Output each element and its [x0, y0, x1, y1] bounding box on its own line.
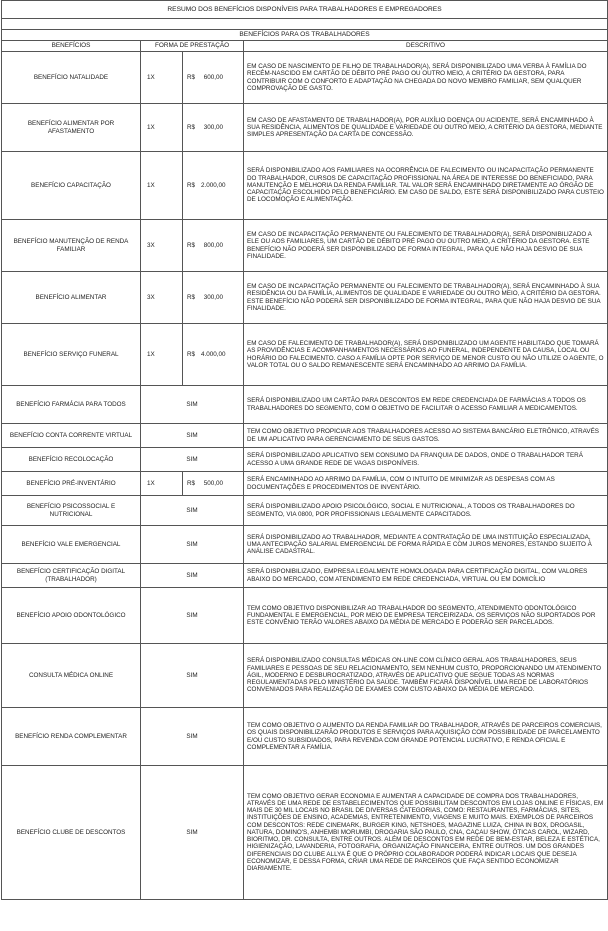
benefit-name: BENEFÍCIO MANUTENÇÃO DE RENDA FAMILIAR: [2, 220, 141, 272]
benefit-amount: 800,00: [203, 241, 223, 249]
benefit-value: [183, 152, 244, 220]
benefit-description: SERÁ DISPONIBILIZADO APLICATIVO SEM CONSUMO DA FRANQUIA DE DADOS, ONDE O TRABALHADOR TERÁ ACESSO A UMA GRANDE REDE DE VAGAS DISPONÍVEIS.: [244, 448, 608, 472]
benefit-description: SERÁ DISPONIBILIZADO AOS FAMILIARES NA OCORRÊNCIA DE FALECIMENTO OU INCAPACITAÇÃO PERMANENTE DO TRABALHADOR, CURSOS DE CAPACITAÇÃO PROFISSIONAL NA ÁREA DE INTERESSE DO BENEFICIADO, PARA MANUTENÇÃO E MELHORIA DA RENDA FAMILIAR. TAL VALOR SERÁ ENCAMINHADO DIRETAMENTE AO ÓRGÃO DE CAPACITAÇÃO ESCOLHIDO PELO BENEFICIÁRIO. EM CASO DE SALDO, ESTE SERÁ DISPONIBILIZADO PARA CUSTEIO DE LOCOMOÇÃO E ALIMENTAÇÃO.: [244, 152, 608, 220]
benefit-description: EM CASO DE NASCIMENTO DE FILHO DE TRABALHADOR(A), SERÁ DISPONIBILIZADO UMA VERBA À FAMÍLIA DO RECÉM-NASCIDO EM CARTÃO DE DÉBITO PRÉ PAGO OU OUTRO MEIO, A CRITÉRIO DA GESTORA, PARA CONTRIBUIR COM O CONFORTO E ADAPTAÇÃO NA CHEGADA DO NOVO MEMBRO FAMILIAR, SEM QUALQUER COMPROVAÇÃO DE GASTO.: [244, 52, 608, 104]
table-row: [2, 588, 608, 644]
benefit-name: BENEFÍCIO FARMÁCIA PARA TODOS: [2, 386, 141, 424]
currency-symbol: R$: [187, 181, 196, 189]
table-row: [2, 52, 608, 104]
benefit-description: TEM COMO OBJETIVO GERAR ECONOMIA E AUMENTAR A CAPACIDADE DE COMPRA DOS TRABALHADORES, ATRAVÉS DE UMA REDE DE ESTABELECIMENTOS QUE POSSIBILITAM DESCONTOS EM LOJAS ONLINE E FÍSICAS, EM MAIS DE 30 MIL LOCAIS NO BRASIL DE DIVERSAS CATEGORIAS, COMO: RESTAURANTES, FARMÁCIAS, SITES, INSTITUIÇÕES DE ENSINO, ACADEMIAS, ENTRETENIMENTO, VIAGENS E MUITO MAIS. EXEMPLOS DE PARCEIROS COM DESCONTOS: REDE CINEMARK, BURGER KING, NETSHOES, MAGAZINE LUIZA, CHINA IN BOX, DROGASIL, NATURA, DOMINO'S, ANHEMBI MORUMBI, DROGARIA SÃO PAULO, CNA, CAÇAU SHOW, ÓTICAS CAROL, WIZARD, BIORITMO, DR. CONSULTA, ENTRE OUTROS. ALÉM DE DESCONTOS EM REDE DE BEM-ESTAR, BELEZA E ESTÉTICA, HIGIENIZAÇÃO, LAVANDERIA, FOTOGRAFIA, ORGANIZAÇÃO FINANCEIRA, ENTRE OUTROS. UM DOS GRANDES DIFERENCIAIS DO CLUBE ALLYA É QUE O PRÓPRIO COLABORADOR PODERÁ INDICAR LOCAIS QUE DESEJA ECONOMIZAR, E DESSA FORMA, CRIAR UMA REDE DE PARCEIROS QUE FAÇA SENTIDO ECONOMIZAR DIARIAMENTE.: [244, 766, 608, 900]
benefit-name: BENEFÍCIO APOIO ODONTOLÓGICO: [2, 588, 141, 644]
table-row: [2, 564, 608, 588]
benefit-name: BENEFÍCIO RECOLOCAÇÃO: [2, 448, 141, 472]
benefit-amount: 600,00: [203, 73, 223, 81]
benefit-name: BENEFÍCIO RENDA COMPLEMENTAR: [2, 708, 141, 766]
currency-symbol: R$: [187, 123, 196, 131]
benefit-description: EM CASO DE FALECIMENTO DE TRABALHADOR(A), SERÁ DISPONIBILIZADO UM AGENTE HABILITADO QUE TOMARÁ AS PROVIDÊNCIAS E ACOMPANHAMENTOS NECESSÁRIOS AO FUNERAL, INDEPENDENTE DA CAUSA, LOCAL OU HORÁRIO DO FALECIMENTO. CASO A FAMÍLIA OPTE POR SERVIÇO DE MENOR CUSTO OU NÃO UTILIZE O AGENTE, O VALOR TOTAL OU O SALDO REMANESCENTE SERÁ ENCAMINHADO AO ARRIMO DA FAMÍLIA.: [244, 324, 608, 386]
benefit-description: SERÁ ENCAMINHADO AO ARRIMO DA FAMÍLIA, COM O INTUITO DE MINIMIZAR AS DESPESAS COM AS DOCUMENTAÇÕES E PROCEDIMENTOS DE INVENTÁRIO.: [244, 472, 608, 496]
benefit-description: TEM COMO OBJETIVO PROPICIAR AOS TRABALHADORES ACESSO AO SISTEMA BANCÁRIO ELETRÔNICO, ATRAVÉS DE UM APLICATIVO PARA GERENCIAMENTO DE SEUS GASTOS.: [244, 424, 608, 448]
benefit-value: [183, 324, 244, 386]
benefit-name: BENEFÍCIO SERVIÇO FUNERAL: [2, 324, 141, 386]
currency-symbol: R$: [187, 241, 196, 249]
benefit-quantity: 3X: [141, 272, 183, 324]
benefit-quantity: 1X: [141, 324, 183, 386]
table-row: [2, 496, 608, 526]
benefit-name: BENEFÍCIO CAPACITAÇÃO: [2, 152, 141, 220]
benefit-forma: SIM: [141, 424, 244, 448]
benefit-quantity: 1X: [141, 104, 183, 152]
table-row: [2, 448, 608, 472]
benefit-forma: SIM: [141, 386, 244, 424]
benefit-forma: SIM: [141, 588, 244, 644]
table-row: [2, 324, 608, 386]
benefit-description: SERÁ DISPONIBILIZADO APOIO PSICOLÓGICO, SOCIAL E NUTRICIONAL, A TODOS OS TRABALHADORES DO SEGMENTO, VIA 0800, POR PROFISSIONAIS LEGALMENTE CAPACITADOS.: [244, 496, 608, 526]
section-title: BENEFÍCIOS PARA OS TRABALHADORES: [2, 30, 608, 41]
benefit-description: TEM COMO OBJETIVO O AUMENTO DA RENDA FAMILIAR DO TRABALHADOR, ATRAVÉS DE PARCEIROS COMERCIAIS, OS QUAIS DISPONIBILIZARÃO PRODUTOS E SERVIÇOS PARA AQUISIÇÃO COM POSSIBILIDADE DE PARCELAMENTO E/OU CUSTO SUBSIDIADOS, PARA REVENDA COM GRANDE POTENCIAL LUCRATIVO, E RENDA OFICIAL E COMPLEMENTAR A FAMÍLIA.: [244, 708, 608, 766]
benefit-name: BENEFÍCIO NATALIDADE: [2, 52, 141, 104]
benefit-value: [183, 104, 244, 152]
benefit-description: SERÁ DISPONIBILIZADO CONSULTAS MÉDICAS ON-LINE COM CLÍNICO GERAL AOS TRABALHADORES, SEUS FAMILIARES E PESSOAS DE SEU RELACIONAMENTO, SEM NENHUM CUSTO, PROPORCIONANDO UM ATENDIMENTO ÁGIL, MODERNO E DESBUROCRATIZADO, ATRAVÉS DE APLICATIVO QUE SEGUE TODAS AS NORMAS REGULAMENTADAS PELO MINISTÉRIO DA SAÚDE. TAMBÉM FICARÁ DISPONÍVEL UMA REDE DE LABORATÓRIOS CONVENIADOS PARA REALIZAÇÃO DE EXAMES COM CUSTO ABAIXO DA MÉDIA DE MERCADO.: [244, 644, 608, 708]
benefit-amount: 300,00: [203, 293, 223, 301]
benefit-quantity: 1X: [141, 472, 183, 496]
benefit-value: [183, 472, 244, 496]
benefit-value: [183, 272, 244, 324]
col-header-forma: FORMA DE PRESTAÇÃO: [141, 41, 244, 52]
currency-symbol: R$: [187, 350, 196, 358]
benefit-amount: 4.000,00: [201, 350, 226, 358]
table-row: [2, 220, 608, 272]
benefit-name: BENEFÍCIO CLUBE DE DESCONTOS: [2, 766, 141, 900]
benefits-table: [1, 0, 608, 900]
benefit-name: CONSULTA MÉDICA ONLINE: [2, 644, 141, 708]
col-header-descritivo: DESCRITIVO: [244, 41, 608, 52]
benefit-forma: SIM: [141, 564, 244, 588]
table-row: [2, 104, 608, 152]
benefit-description: SERÁ DISPONIBILIZADO UM CARTÃO PARA DESCONTOS EM REDE CREDENCIADA DE FARMÁCIAS A TODOS OS TRABALHADORES DO SEGMENTO, COM O OBJETIVO DE FACILITAR O ACESSO FAMILIAR A MEDICAMENTOS.: [244, 386, 608, 424]
benefit-description: TEM COMO OBJETIVO DISPONIBILIZAR AO TRABALHADOR DO SEGMENTO, ATENDIMENTO ODONTOLÓGICO FUNDAMENTAL E EMERGENCIAL, POR MEIO DE EMPRESA TERCEIRIZADA. OS SERVIÇOS NÃO SUPORTADOS POR ESTE CONVÊNIO TERÃO VALORES ABAIXO DA MÉDIA DE MERCADO E PODERÃO SER PARCELADOS.: [244, 588, 608, 644]
table-row: [2, 644, 608, 708]
benefit-forma: SIM: [141, 496, 244, 526]
benefit-quantity: 3X: [141, 220, 183, 272]
benefit-quantity: 1X: [141, 152, 183, 220]
table-row: [2, 472, 608, 496]
benefit-forma: SIM: [141, 644, 244, 708]
benefit-name: BENEFÍCIO ALIMENTAR POR AFASTAMENTO: [2, 104, 141, 152]
benefit-forma: SIM: [141, 448, 244, 472]
benefit-name: BENEFÍCIO PRÉ-INVENTÁRIO: [2, 472, 141, 496]
benefit-name: BENEFÍCIO PSICOSSOCIAL E NUTRICIONAL: [2, 496, 141, 526]
benefit-forma: SIM: [141, 766, 244, 900]
benefit-amount: 500,00: [203, 479, 223, 487]
col-header-beneficio: BENEFÍCIOS: [2, 41, 141, 52]
benefit-name: BENEFÍCIO CONTA CORRENTE VIRTUAL: [2, 424, 141, 448]
currency-symbol: R$: [187, 73, 196, 81]
table-row: [2, 766, 608, 900]
benefit-amount: 300,00: [203, 123, 223, 131]
benefit-quantity: 1X: [141, 52, 183, 104]
benefit-description: EM CASO DE INCAPACITAÇÃO PERMANENTE OU FALECIMENTO DE TRABALHADOR(A), SERÁ DISPONIBILIZADO A ELE OU AOS FAMILIARES, UM CARTÃO DE DÉBITO PRÉ PAGO OU OUTRO MEIO, A CRITÉRIO DA GESTORA. ESTE BENEFÍCIO NÃO PODERÁ SER DISPONIBILIZADO DE FORMA INTEGRAL, PARA QUE NÃO HAJA DESVIO DE SUA FINALIDADE.: [244, 220, 608, 272]
currency-symbol: R$: [187, 293, 196, 301]
benefit-name: BENEFÍCIO CERTIFICAÇÃO DIGITAL (TRABALHADOR): [2, 564, 141, 588]
benefit-description: EM CASO DE INCAPACITAÇÃO PERMANENTE OU FALECIMENTO DE TRABALHADOR(A), SERÁ ENCAMINHADO À SUA RESIDÊNCIA OU DA FAMÍLIA, ALIMENTOS DE QUALIDADE E VARIEDADE OU OUTRO MEIO, A CRITÉRIO DA GESTORA. ESTE BENEFÍCIO NÃO PODERÁ SER DISPONIBILIZADO DE FORMA INTEGRAL, PARA QUE NÃO HAJA DESVIO DE SUA FINALIDADE.: [244, 272, 608, 324]
benefit-description: SERÁ DISPONIBILIZADO AO TRABALHADOR, MEDIANTE A CONTRATAÇÃO DE UMA INSTITUIÇÃO ESPECIALIZADA, UMA ANTECIPAÇÃO SALARIAL EMERGENCIAL DE FORMA RÁPIDA E COM JUROS MENORES, ESTANDO SUJEITO À ANÁLISE CADASTRAL.: [244, 526, 608, 564]
table-row: [2, 424, 608, 448]
document-title: RESUMO DOS BENEFÍCIOS DISPONÍVEIS PARA TRABALHADORES E EMPREGADORES: [2, 1, 608, 19]
table-row: [2, 526, 608, 564]
benefit-name: BENEFÍCIO ALIMENTAR: [2, 272, 141, 324]
benefit-forma: SIM: [141, 526, 244, 564]
table-row: [2, 272, 608, 324]
benefit-forma: SIM: [141, 708, 244, 766]
benefit-amount: 2.000,00: [201, 181, 226, 189]
table-row: [2, 152, 608, 220]
benefit-description: SERÁ DISPONIBILIZADO, EMPRESA LEGALMENTE HOMOLOGADA PARA CERTIFICAÇÃO DIGITAL, COM VALORES ABAIXO DO MERCADO, COM ATENDIMENTO EM REDE CREDENCIADA, VIRTUAL OU EM DOMICÍLIO: [244, 564, 608, 588]
benefit-value: [183, 52, 244, 104]
currency-symbol: R$: [187, 479, 196, 487]
benefit-description: EM CASO DE AFASTAMENTO DE TRABALHADOR(A), POR AUXÍLIO DOENÇA OU ACIDENTE, SERÁ ENCAMINHADO À SUA RESIDÊNCIA, ALIMENTOS DE QUALIDADE E VARIEDADE OU OUTRO MEIO, A CRITÉRIO DA GESTORA, MEDIANTE SIMPLES APRESENTAÇÃO DA CARTA DE CONCESSÃO.: [244, 104, 608, 152]
table-row: [2, 708, 608, 766]
spacer-row: [2, 19, 608, 30]
table-row: [2, 386, 608, 424]
benefit-value: [183, 220, 244, 272]
benefit-name: BENEFÍCIO VALE EMERGENCIAL: [2, 526, 141, 564]
